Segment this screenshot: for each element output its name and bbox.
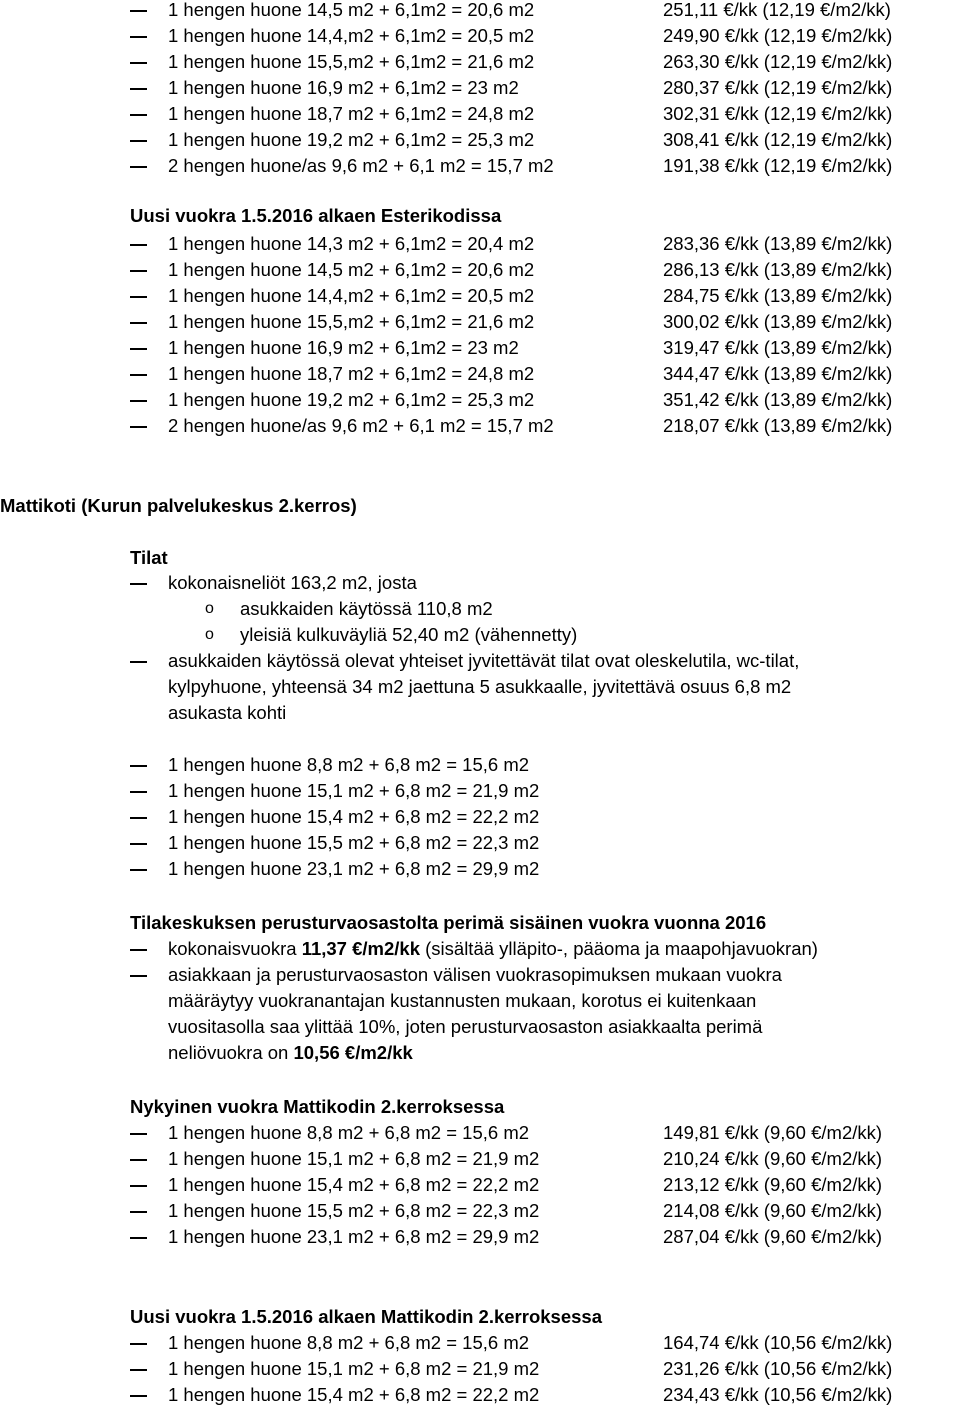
circle-bullet-icon: o: [205, 600, 214, 617]
esterikoti-new-row-price: 344,47 €/kk (13,89 €/m2/kk): [663, 363, 893, 384]
list-dash: [130, 869, 147, 871]
list-dash: [130, 374, 147, 376]
shared-spaces-line: kylpyhuone, yhteensä 34 m2 jaettuna 5 asukkaalle, jyvitettävä osuus 6,8 m2: [168, 676, 792, 697]
circle-bullet-icon: o: [205, 626, 214, 643]
internal-rent-heading: Tilakeskuksen perusturvaosastolta perimä sisäinen vuokra vuonna 2016: [130, 912, 767, 933]
mattikoti-room: 1 hengen huone 8,8 m2 + 6,8 m2 = 15,6 m2: [168, 754, 530, 775]
prev-rent-row-room: 1 hengen huone 18,7 m2 + 6,1m2 = 24,8 m2: [168, 103, 535, 124]
list-dash: [130, 140, 147, 142]
mattikoti-current-row-room: 1 hengen huone 8,8 m2 + 6,8 m2 = 15,6 m2: [168, 1122, 530, 1143]
mattikoti-current-row-room: 1 hengen huone 23,1 m2 + 6,8 m2 = 29,9 m2: [168, 1226, 540, 1247]
list-dash: [130, 1343, 147, 1345]
esterikoti-new-row-room: 2 hengen huone/as 9,6 m2 + 6,1 m2 = 15,7 m2: [168, 415, 554, 436]
square-rent-line: neliövuokra on 10,56 €/m2/kk: [168, 1042, 413, 1063]
list-dash: [130, 166, 147, 168]
list-dash: [130, 322, 147, 324]
mattikoti-new-row-room: 1 hengen huone 15,4 m2 + 6,8 m2 = 22,2 m2: [168, 1384, 540, 1405]
esterikoti-new-row-room: 1 hengen huone 19,2 m2 + 6,1m2 = 25,3 m2: [168, 389, 535, 410]
mattikoti-new-row-price: 234,43 €/kk (10,56 €/m2/kk): [663, 1384, 893, 1405]
list-dash: [130, 88, 147, 90]
prev-rent-row-room: 1 hengen huone 16,9 m2 + 6,1m2 = 23 m2: [168, 77, 519, 98]
esterikoti-new-row-room: 1 hengen huone 14,4,m2 + 6,1m2 = 20,5 m2: [168, 285, 535, 306]
mattikoti-current-row-room: 1 hengen huone 15,1 m2 + 6,8 m2 = 21,9 m2: [168, 1148, 540, 1169]
list-dash: [130, 296, 147, 298]
esterikoti-new-row-price: 286,13 €/kk (13,89 €/m2/kk): [663, 259, 893, 280]
list-dash: [130, 975, 147, 977]
square-rent-value: 10,56 €/m2/kk: [293, 1042, 413, 1063]
prev-rent-row-room: 1 hengen huone 14,5 m2 + 6,1m2 = 20,6 m2: [168, 0, 535, 20]
prev-rent-row-price: 249,90 €/kk (12,19 €/m2/kk): [663, 25, 893, 46]
prev-rent-row-price: 251,11 €/kk (12,19 €/m2/kk): [663, 0, 891, 20]
agreement-line: asiakkaan ja perusturvaosaston välisen vuokrasopimuksen mukaan vuokra: [168, 964, 782, 985]
prev-rent-row-price: 191,38 €/kk (12,19 €/m2/kk): [663, 155, 893, 176]
list-dash: [130, 426, 147, 428]
esterikoti-new-row-price: 319,47 €/kk (13,89 €/m2/kk): [663, 337, 893, 358]
area-sub-item: asukkaiden käytössä 110,8 m2: [240, 598, 493, 619]
list-dash: [130, 583, 147, 585]
total-rent-value: 11,37 €/m2/kk: [301, 938, 420, 959]
list-dash: [130, 400, 147, 402]
list-dash: [130, 661, 147, 663]
prev-rent-row-room: 1 hengen huone 15,5,m2 + 6,1m2 = 21,6 m2: [168, 51, 535, 72]
mattikoti-room: 1 hengen huone 23,1 m2 + 6,8 m2 = 29,9 m2: [168, 858, 540, 879]
prev-rent-row-price: 302,31 €/kk (12,19 €/m2/kk): [663, 103, 893, 124]
mattikoti-current-row-room: 1 hengen huone 15,5 m2 + 6,8 m2 = 22,3 m2: [168, 1200, 540, 1221]
mattikoti-current-row-price: 210,24 €/kk (9,60 €/m2/kk): [663, 1148, 883, 1169]
list-dash: [130, 1133, 147, 1135]
prev-rent-row-price: 280,37 €/kk (12,19 €/m2/kk): [663, 77, 893, 98]
esterikoti-new-row-room: 1 hengen huone 15,5,m2 + 6,1m2 = 21,6 m2: [168, 311, 535, 332]
esterikoti-new-row-room: 1 hengen huone 14,3 m2 + 6,1m2 = 20,4 m2: [168, 233, 535, 254]
esterikoti-new-row-room: 1 hengen huone 18,7 m2 + 6,1m2 = 24,8 m2: [168, 363, 535, 384]
list-dash: [130, 36, 147, 38]
mattikoti-room: 1 hengen huone 15,4 m2 + 6,8 m2 = 22,2 m2: [168, 806, 540, 827]
mattikoti-current-row-room: 1 hengen huone 15,4 m2 + 6,8 m2 = 22,2 m2: [168, 1174, 540, 1195]
mattikoti-current-row-price: 214,08 €/kk (9,60 €/m2/kk): [663, 1200, 883, 1221]
esterikoti-new-row-room: 1 hengen huone 16,9 m2 + 6,1m2 = 23 m2: [168, 337, 519, 358]
list-dash: [130, 1211, 147, 1213]
list-dash: [130, 244, 147, 246]
agreement-line: vuositasolla saa ylittää 10%, joten perusturvaosaston asiakkaalta perimä: [168, 1016, 763, 1037]
mattikoti-current-row-price: 213,12 €/kk (9,60 €/m2/kk): [663, 1174, 883, 1195]
mattikoti-current-row-price: 287,04 €/kk (9,60 €/m2/kk): [663, 1226, 883, 1247]
list-dash: [130, 348, 147, 350]
mattikoti-room: 1 hengen huone 15,5 m2 + 6,8 m2 = 22,3 m2: [168, 832, 540, 853]
list-dash: [130, 1159, 147, 1161]
section-title-mattikoti: Mattikoti (Kurun palvelukeskus 2.kerros): [0, 495, 357, 516]
mattikoti-current-row-price: 149,81 €/kk (9,60 €/m2/kk): [663, 1122, 883, 1143]
list-dash: [130, 1369, 147, 1371]
esterikoti-new-row-room: 1 hengen huone 14,5 m2 + 6,1m2 = 20,6 m2: [168, 259, 535, 280]
list-dash: [130, 843, 147, 845]
list-dash: [130, 1395, 147, 1397]
mattikoti-room: 1 hengen huone 15,1 m2 + 6,8 m2 = 21,9 m2: [168, 780, 540, 801]
mattikoti-new-row-price: 231,26 €/kk (10,56 €/m2/kk): [663, 1358, 893, 1379]
list-dash: [130, 817, 147, 819]
list-dash: [130, 114, 147, 116]
list-dash: [130, 765, 147, 767]
total-area: kokonaisneliöt 163,2 m2, josta: [168, 572, 417, 593]
tilat-heading: Tilat: [130, 547, 168, 568]
prev-rent-row-price: 308,41 €/kk (12,19 €/m2/kk): [663, 129, 893, 150]
total-rent-line: kokonaisvuokra 11,37 €/m2/kk (sisältää ylläpito-, pääoma ja maapohjavuokran): [168, 938, 818, 959]
esterikoti-new-row-price: 218,07 €/kk (13,89 €/m2/kk): [663, 415, 893, 436]
mattikoti-new-heading: Uusi vuokra 1.5.2016 alkaen Mattikodin 2.kerroksessa: [130, 1306, 602, 1327]
list-dash: [130, 10, 147, 12]
list-dash: [130, 1185, 147, 1187]
agreement-line: määräytyy vuokranantajan kustannusten mukaan, korotus ei kuitenkaan: [168, 990, 757, 1011]
list-dash: [130, 791, 147, 793]
mattikoti-new-row-room: 1 hengen huone 8,8 m2 + 6,8 m2 = 15,6 m2: [168, 1332, 530, 1353]
mattikoti-new-row-price: 164,74 €/kk (10,56 €/m2/kk): [663, 1332, 893, 1353]
prev-rent-row-room: 1 hengen huone 19,2 m2 + 6,1m2 = 25,3 m2: [168, 129, 535, 150]
prev-rent-row-room: 2 hengen huone/as 9,6 m2 + 6,1 m2 = 15,7 m2: [168, 155, 554, 176]
prev-rent-row-price: 263,30 €/kk (12,19 €/m2/kk): [663, 51, 893, 72]
mattikoti-current-heading: Nykyinen vuokra Mattikodin 2.kerroksessa: [130, 1096, 505, 1117]
list-dash: [130, 1237, 147, 1239]
prev-rent-row-room: 1 hengen huone 14,4,m2 + 6,1m2 = 20,5 m2: [168, 25, 535, 46]
esterikoti-new-row-price: 283,36 €/kk (13,89 €/m2/kk): [663, 233, 893, 254]
section-heading-esterikoti-new: Uusi vuokra 1.5.2016 alkaen Esterikodissa: [130, 205, 502, 226]
list-dash: [130, 270, 147, 272]
shared-spaces-line: asukkaiden käytössä olevat yhteiset jyvitettävät tilat ovat oleskelutila, wc-tilat,: [168, 650, 800, 671]
list-dash: [130, 62, 147, 64]
esterikoti-new-row-price: 284,75 €/kk (13,89 €/m2/kk): [663, 285, 893, 306]
shared-spaces-line: asukasta kohti: [168, 702, 287, 723]
esterikoti-new-row-price: 351,42 €/kk (13,89 €/m2/kk): [663, 389, 893, 410]
area-sub-item: yleisiä kulkuväyliä 52,40 m2 (vähennetty): [240, 624, 578, 645]
esterikoti-new-row-price: 300,02 €/kk (13,89 €/m2/kk): [663, 311, 893, 332]
list-dash: [130, 949, 147, 951]
mattikoti-new-row-room: 1 hengen huone 15,1 m2 + 6,8 m2 = 21,9 m2: [168, 1358, 540, 1379]
